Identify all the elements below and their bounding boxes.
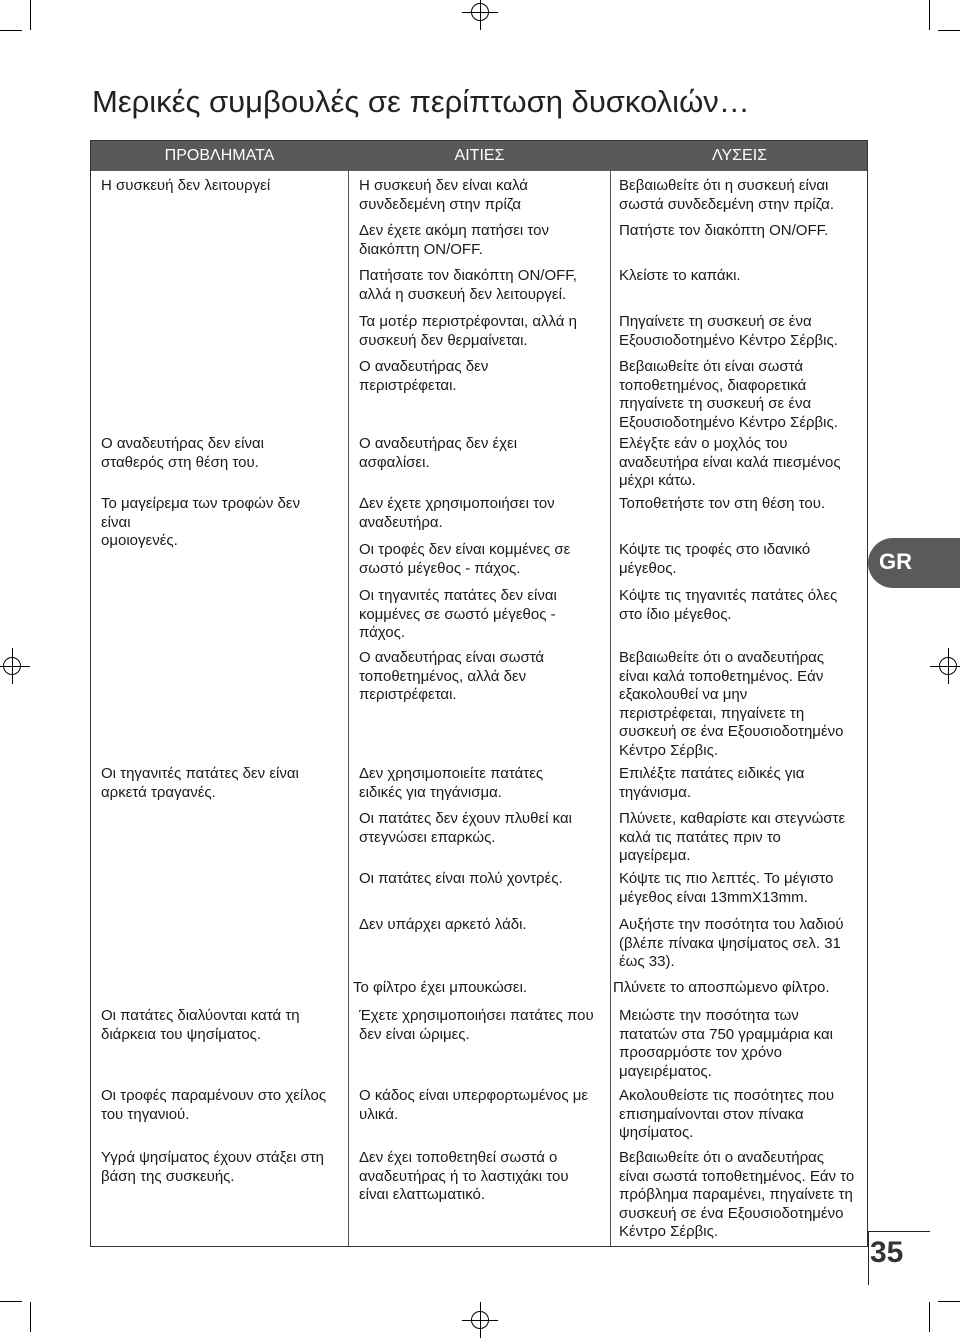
solution-cell: Πλύνετε το αποσπώμενο φίλτρο. bbox=[613, 979, 830, 996]
solution-cell: Τοποθετήστε τον στη θέση του. bbox=[619, 495, 826, 512]
solution-cell: Κόψτε τις πιο λεπτές. Το μέγιστο μέγεθος είναι 13mmX13mm. bbox=[619, 870, 834, 906]
cause-cell: Οι τηγανιτές πατάτες δεν είναι κομμένες σε σωστό μέγεθος - πάχος. bbox=[359, 587, 557, 642]
crop-mark bbox=[30, 0, 31, 30]
cause-cell: Πατήσατε τον διακόπτη ON/OFF, αλλά η συσκευή δεν λειτουργεί. bbox=[359, 267, 577, 303]
solution-cell: Πατήστε τον διακόπτη ON/OFF. bbox=[619, 222, 829, 239]
registration-mark-left bbox=[0, 648, 30, 684]
problem-cell: Οι τηγανιτές πατάτες δεν είναι αρκετά τραγανές. bbox=[101, 765, 299, 801]
solution-cell: Κλείστε το καπάκι. bbox=[619, 267, 741, 284]
solution-cell: Κόψτε τις τροφές στο ιδανικό μέγεθος. bbox=[619, 541, 811, 577]
solution-cell: Πλύνετε, καθαρίστε και στεγνώστε καλά τις πατάτες πριν το μαγείρεμα. bbox=[619, 810, 846, 865]
registration-mark-right bbox=[930, 648, 960, 684]
header-problems: ΠΡΟΒΛΗΜΑΤΑ bbox=[164, 147, 275, 164]
registration-mark-top bbox=[462, 0, 498, 30]
crop-mark bbox=[0, 30, 22, 31]
language-tab-label: GR bbox=[879, 549, 912, 574]
cause-cell: Το φίλτρο έχει μπουκώσει. bbox=[353, 979, 528, 996]
troubleshooting-table bbox=[90, 140, 868, 1247]
crop-mark bbox=[929, 1302, 930, 1332]
crop-mark bbox=[929, 0, 930, 30]
header-causes: ΑΙΤΙΕΣ bbox=[454, 147, 505, 164]
cause-cell: Ο κάδος είναι υπερφορτωμένος με υλικά. bbox=[359, 1087, 589, 1123]
page-number: 35 bbox=[870, 1236, 904, 1269]
crop-mark bbox=[0, 1301, 22, 1302]
solution-cell: Βεβαιωθείτε ότι η συσκευή είναι σωστά συνδεδεμένη στην πρίζα. bbox=[619, 177, 835, 213]
crop-mark bbox=[938, 1301, 960, 1302]
cause-cell: Έχετε χρησιμοποιήσει πατάτες που δεν είναι ώριμες. bbox=[359, 1007, 594, 1043]
cause-cell: Δεν έχει τοποθετηθεί σωστά ο αναδευτήρας ή το λαστιχάκι του είναι ελαττωματικό. bbox=[359, 1149, 569, 1204]
cause-cell: Δεν υπάρχει αρκετό λάδι. bbox=[359, 916, 527, 933]
page-title: Μερικές συμβουλές σε περίπτωση δυσκολιών… bbox=[92, 84, 750, 119]
cause-cell: Τα μοτέρ περιστρέφονται, αλλά η συσκευή δεν θερμαίνεται. bbox=[359, 313, 577, 349]
column-divider bbox=[348, 141, 349, 1246]
cause-cell: Δεν έχετε ακόμη πατήσει τον διακόπτη ON/OFF. bbox=[359, 222, 549, 258]
problem-cell: Η συσκευή δεν λειτουργεί bbox=[101, 177, 271, 194]
cause-cell: Οι πατάτες δεν έχουν πλυθεί και στεγνώσει επαρκώς. bbox=[359, 810, 572, 846]
solution-cell: Βεβαιωθείτε ότι είναι σωστά τοποθετημένος, διαφορετικά πηγαίνετε τη συσκευή σε ένα Εξουσιοδοτημένο Κέντρο Σέρβις. bbox=[619, 358, 838, 431]
solution-cell: Βεβαιωθείτε ότι ο αναδευτήρας είναι καλά τοποθετημένος. Εάν εξακολουθεί να μην περιστρέφεται, πηγαίνετε τη συσκευή σε ένα Εξουσιοδοτημένο Κέντρο Σέρβις. bbox=[619, 649, 844, 759]
registration-mark-bottom bbox=[462, 1302, 498, 1338]
solution-cell: Ακολουθείστε τις ποσότητες που επισημαίνονται στον πίνακα ψησίματος. bbox=[619, 1087, 835, 1142]
solution-cell: Αυξήστε την ποσότητα του λαδιού (βλέπε πίνακα ψησίματος σελ. 31 έως 33). bbox=[619, 916, 844, 971]
cause-cell: Δεν χρησιμοποιείτε πατάτες ειδικές για τηγάνισμα. bbox=[359, 765, 544, 801]
solution-cell: Μειώστε την ποσότητα των πατατών στα 750 γραμμάρια και προσαρμόστε τον χρόνο μαγειρέματος. bbox=[619, 1007, 833, 1080]
problem-cell: Ο αναδευτήρας δεν είναι σταθερός στη θέση του. bbox=[101, 435, 265, 471]
cause-cell: Ο αναδευτήρας δεν έχει ασφαλίσει. bbox=[359, 435, 518, 471]
problem-cell: Το μαγείρεμα των τροφών δεν είναι ομοιογενές. bbox=[101, 495, 301, 550]
cause-cell: Ο αναδευτήρας δεν περιστρέφεται. bbox=[359, 358, 489, 394]
cause-cell: Οι τροφές δεν είναι κομμένες σε σωστό μέγεθος - πάχος. bbox=[359, 541, 571, 577]
crop-mark bbox=[30, 1302, 31, 1332]
header-solutions: ΛΥΣΕΙΣ bbox=[711, 147, 768, 164]
solution-cell: Κόψτε τις τηγανιτές πατάτες όλες στο ίδιο μέγεθος. bbox=[619, 587, 838, 623]
problem-cell: Οι τροφές παραμένουν στο χείλος του τηγανιού. bbox=[101, 1087, 327, 1123]
solution-cell: Επιλέξτε πατάτες ειδικές για τηγάνισμα. bbox=[619, 765, 805, 801]
cause-cell: Οι πατάτες είναι πολύ χοντρές. bbox=[359, 870, 563, 887]
solution-cell: Ελέγξτε εάν ο μοχλός του αναδευτήρα είναι καλά πιεσμένος μέχρι κάτω. bbox=[619, 435, 841, 490]
cause-cell: Η συσκευή δεν είναι καλά συνδεδεμένη στην πρίζα bbox=[359, 177, 528, 213]
table-header bbox=[91, 141, 867, 171]
cause-cell: Δεν έχετε χρησιμοποιήσει τον αναδευτήρα. bbox=[359, 495, 555, 531]
column-divider bbox=[610, 141, 611, 1246]
crop-mark bbox=[938, 30, 960, 31]
cause-cell: Ο αναδευτήρας είναι σωστά τοποθετημένος, αλλά δεν περιστρέφεται. bbox=[359, 649, 545, 704]
language-tab bbox=[868, 538, 960, 588]
problem-cell: Οι πατάτες διαλύονται κατά τη διάρκεια του ψησίματος. bbox=[101, 1007, 300, 1043]
solution-cell: Βεβαιωθείτε ότι ο αναδευτήρας είναι σωστά τοποθετημένος. Εάν το πρόβλημα παραμένει, πηγαίνετε τη συσκευή σε ένα Εξουσιοδοτημένο Κέντρο Σέρβις. bbox=[619, 1149, 855, 1241]
solution-cell: Πηγαίνετε τη συσκευή σε ένα Εξουσιοδοτημένο Κέντρο Σέρβις. bbox=[619, 313, 838, 349]
problem-cell: Υγρά ψησίματος έχουν στάξει στη βάση της συσκευής. bbox=[101, 1149, 324, 1185]
